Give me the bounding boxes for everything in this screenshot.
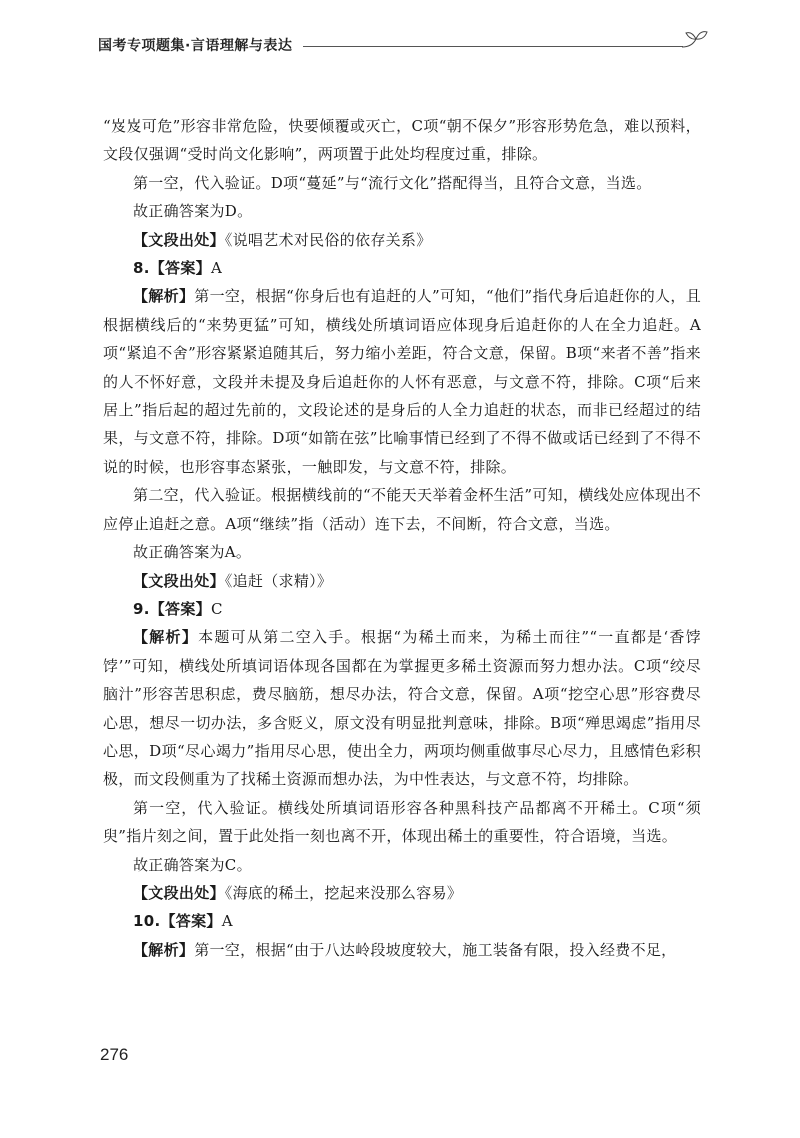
paragraph-text: 第一空，代入验证。横线处所填词语形容各种黑科技产品都离不开稀土。C项“须臾”指片刻之间，置于此处指一刻也离不开，体现出稀土的重要性，符合语境，当选。 — [103, 798, 701, 846]
paragraph-text: “岌岌可危”形容非常危险，快要倾覆或灭亡，C项“朝不保夕”形容形势危急，难以预料，文段仅强调“受时尚文化影响”，两项置于此处均程度过重，排除。 — [103, 117, 701, 164]
paragraph-text: 故正确答案为A。 — [133, 543, 252, 562]
paragraph-text: 故正确答案为D。 — [133, 202, 253, 221]
header-rule — [303, 46, 683, 47]
paragraph-text: 《追赶（求精）》 — [224, 571, 333, 590]
paragraph-label: 【解析】 — [133, 940, 195, 959]
paragraph — [103, 879, 701, 907]
leaf-sprout-icon — [680, 27, 710, 51]
paragraph — [103, 169, 701, 197]
paragraph — [103, 595, 701, 623]
paragraph — [103, 567, 701, 595]
running-header — [98, 33, 710, 57]
paragraph — [103, 851, 701, 879]
paragraph — [103, 226, 701, 254]
paragraph — [103, 282, 701, 481]
paragraph — [103, 197, 701, 225]
paragraph-label: 【解析】 — [133, 628, 199, 647]
paragraph-label: 【文段出处】 — [133, 571, 225, 590]
paragraph — [103, 907, 701, 935]
paragraph-text: 第一空，代入验证。D项“蔓延”与“流行文化”搭配得当，且符合文意，当选。 — [133, 173, 652, 192]
paragraph — [103, 794, 701, 851]
paragraph-text: 本题可从第二空入手。根据“为稀土而来，为稀土而往”“一直都是‘香饽饽’”可知，横线处所填词语体现各国都在为掌握更多稀土资源而努力想办法。C项“绞尽脑汁”形容苦思积虑，费尽脑筋，想尽办法，符合文意，保留。A项“挖空心思”形容费尽心思，想尽一切办法，多含贬义，原文没有明显批判意味，排除。B项“殚思竭虑”指用尽心思，D项“尽心竭力”指用尽心思，使出全力，两项均侧重做事尽心尽力，且感情色彩积极，而文段侧重为了找稀土资源而想办法，为中性表达，与文意不符，均排除。 — [103, 628, 701, 789]
paragraph — [103, 936, 701, 964]
paragraph — [103, 112, 701, 169]
paragraph-text: 《海底的稀土，挖起来没那么容易》 — [224, 883, 463, 902]
paragraph-label: 8.【答案】 — [133, 259, 211, 278]
paragraph-text: 第一空，根据“由于八达岭段坡度较大，施工装备有限，投入经费不足， — [194, 940, 677, 959]
header-title: 国考专项题集·言语理解与表达 — [98, 38, 293, 54]
paragraph-label: 【文段出处】 — [133, 230, 225, 249]
paragraph-label: 【解析】 — [133, 287, 195, 306]
paragraph-text: 故正确答案为C。 — [133, 855, 252, 874]
paragraph-text: 第二空，代入验证。根据横线前的“不能天天举着金杯生活”可知，横线处应体现出不应停止追赶之意。A项“继续”指（活动）连下去，不间断，符合文意，当选。 — [103, 486, 701, 533]
paragraph-label: 10.【答案】 — [133, 912, 222, 931]
paragraph-text: A — [221, 912, 233, 931]
paragraph-text: A — [210, 259, 223, 278]
paragraph-label: 9.【答案】 — [133, 599, 211, 618]
paragraph-text: 第一空，根据“你身后也有追赶的人”可知，“他们”指代身后追赶你的人，且根据横线后的“来势更猛”可知，横线处所填词语应体现身后追赶你的人在全力追赶。A项“紧追不舍”形容紧紧追随其后，努力缩小差距，符合文意，保留。B项“来者不善”指来的人不怀好意，文段并未提及身后追赶你的人怀有恶意，与文意不符，排除。C项“后来居上”指后起的超过先前的，文段论述的是身后的人全力追赶的状态，而非已经超过的结果，与文意不符，排除。D项“如箭在弦”比喻事情已经到了不得不做或话已经到了不得不说的时候，也形容事态紧张，一触即发，与文意不符，排除。 — [103, 287, 701, 476]
paragraph — [103, 623, 701, 793]
page-number: 276 — [100, 1045, 129, 1064]
body-text — [103, 112, 701, 964]
paragraph-text: C — [210, 599, 223, 618]
paragraph-text: 《说唱艺术对民俗的依存关系》 — [224, 230, 432, 249]
paragraph — [103, 481, 701, 538]
paragraph — [103, 538, 701, 566]
paragraph — [103, 254, 701, 282]
paragraph-label: 【文段出处】 — [133, 883, 225, 902]
